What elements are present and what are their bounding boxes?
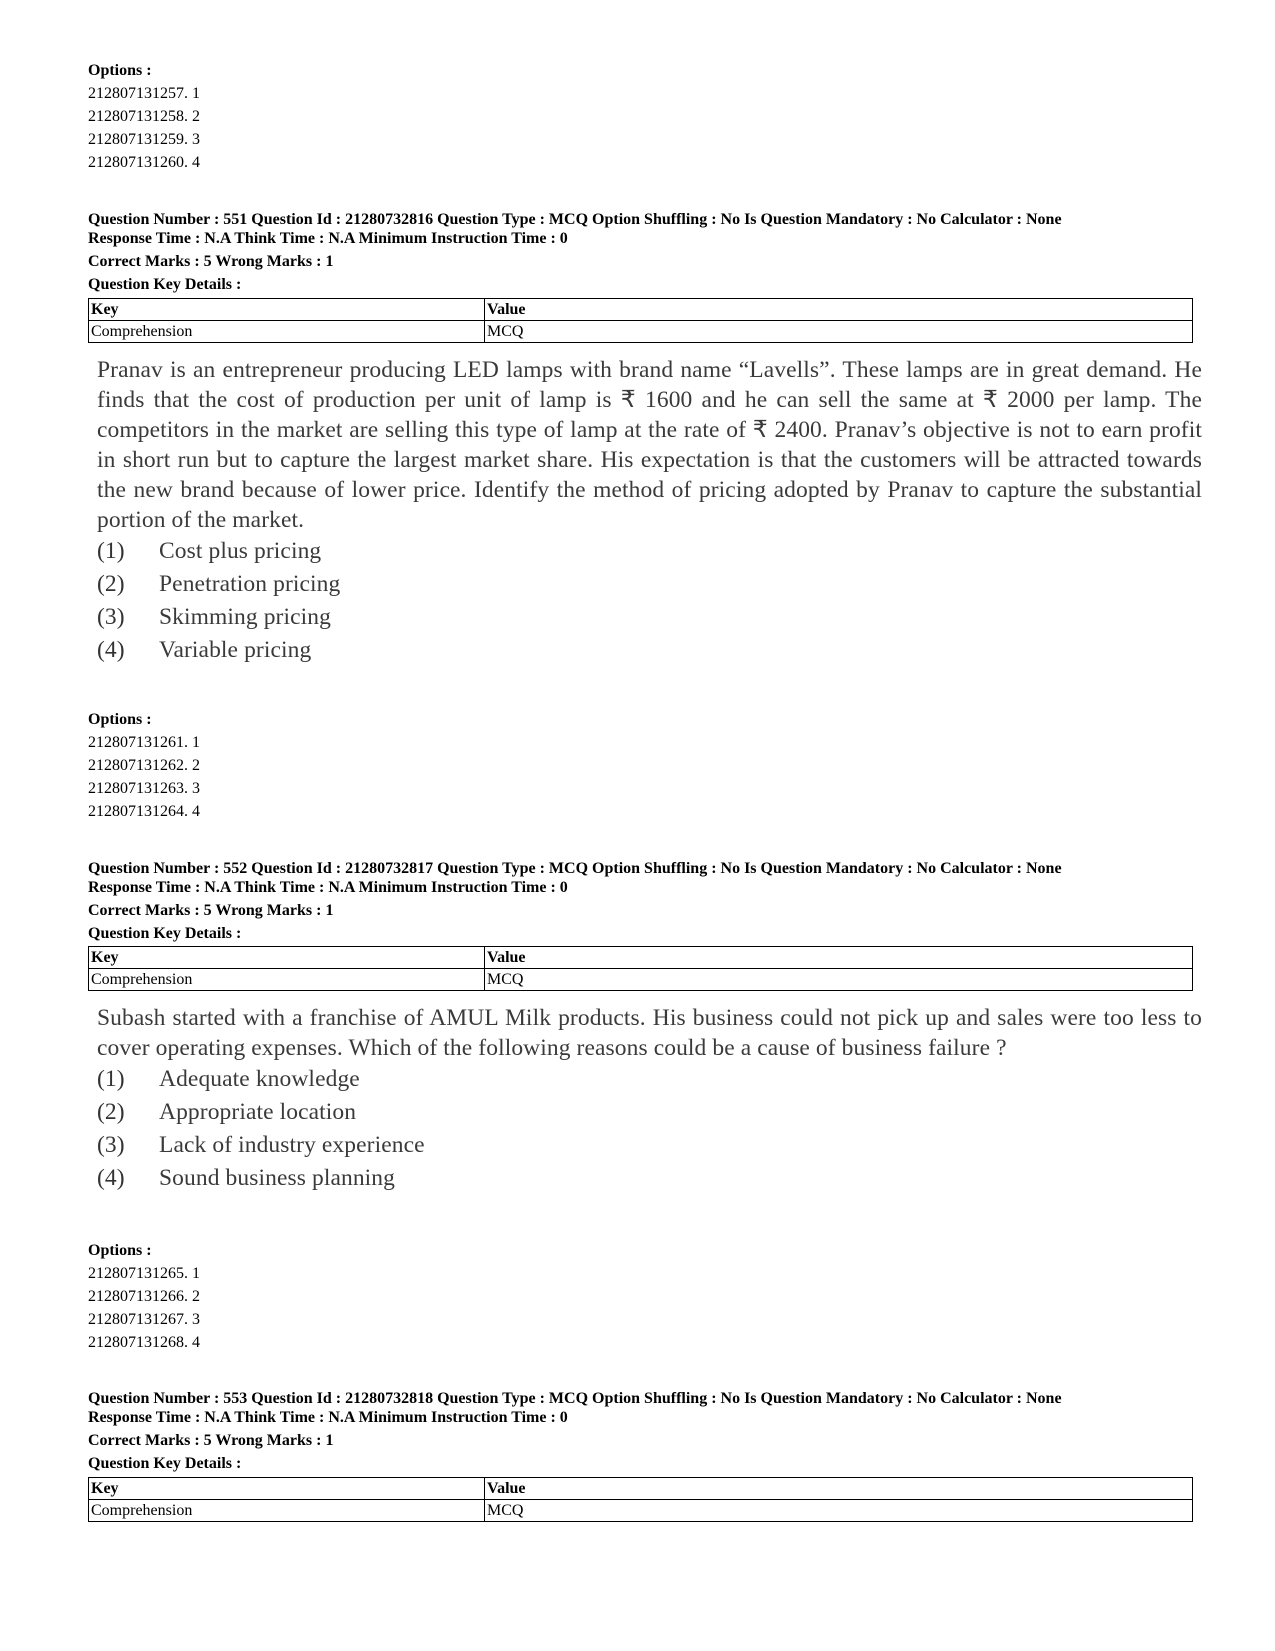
choice-text: Cost plus pricing bbox=[159, 538, 322, 564]
question-key-details-label: Question Key Details : bbox=[88, 276, 242, 293]
question-text: Subash started with a franchise of AMUL Milk products. His business could not pick up and sales were too less to cover operating expenses. Which of the following reasons could be a cause of business failure ? bbox=[97, 1005, 1202, 1061]
options-label: Options : bbox=[88, 62, 152, 79]
table-header-value: Value bbox=[485, 299, 1193, 321]
option-item: 212807131267. 3 bbox=[88, 1311, 200, 1328]
table-header-row bbox=[89, 947, 1193, 969]
choice-number: (1) bbox=[97, 538, 125, 564]
choice-item bbox=[97, 1162, 1202, 1195]
question-marks: Correct Marks : 5 Wrong Marks : 1 bbox=[88, 1432, 334, 1449]
choice-text: Sound business planning bbox=[159, 1165, 396, 1191]
question-timing: Response Time : N.A Think Time : N.A Minimum Instruction Time : 0 bbox=[88, 1409, 568, 1426]
choice-item bbox=[97, 601, 1202, 634]
option-item: 212807131268. 4 bbox=[88, 1334, 200, 1351]
option-item: 212807131260. 4 bbox=[88, 154, 200, 171]
choice-number: (4) bbox=[97, 1165, 125, 1191]
table-cell-value: MCQ bbox=[485, 969, 1193, 991]
table-cell-value: MCQ bbox=[485, 1500, 1193, 1522]
option-item: 212807131261. 1 bbox=[88, 734, 200, 751]
question-body-image bbox=[97, 1003, 1202, 1195]
option-item: 212807131264. 4 bbox=[88, 803, 200, 820]
table-header-value: Value bbox=[485, 947, 1193, 969]
table-row bbox=[89, 1500, 1193, 1522]
question-text: Pranav is an entrepreneur producing LED lamps with brand name “Lavells”. These lamps are in great demand. He finds that the cost of production per unit of lamp is ₹ 1600 and he can sell the same at ₹ 2000 per lamp. The competitors in the market are selling this type of lamp at the rate of ₹ 2400. Pranav’s objective is not to earn profit in short run but to capture the largest market share. His expectation is that the customers will be attracted towards the new brand because of lower price. Identify the method of pricing adopted by Pranav to capture the substantial portion of the market. bbox=[97, 357, 1202, 533]
table-row bbox=[89, 321, 1193, 343]
question-key-table bbox=[88, 1477, 1193, 1522]
choice-number: (3) bbox=[97, 1132, 125, 1158]
choice-text: Adequate knowledge bbox=[159, 1066, 360, 1092]
choice-number: (1) bbox=[97, 1066, 125, 1092]
question-timing: Response Time : N.A Think Time : N.A Minimum Instruction Time : 0 bbox=[88, 230, 568, 247]
question-timing: Response Time : N.A Think Time : N.A Minimum Instruction Time : 0 bbox=[88, 879, 568, 896]
option-item: 212807131262. 2 bbox=[88, 757, 200, 774]
choice-item bbox=[97, 568, 1202, 601]
table-cell-key: Comprehension bbox=[89, 969, 485, 991]
options-label: Options : bbox=[88, 711, 152, 728]
option-item: 212807131263. 3 bbox=[88, 780, 200, 797]
table-header-key: Key bbox=[89, 1478, 485, 1500]
choice-number: (2) bbox=[97, 1099, 125, 1125]
table-cell-value: MCQ bbox=[485, 321, 1193, 343]
table-row bbox=[89, 969, 1193, 991]
question-body-image bbox=[97, 355, 1202, 667]
option-item: 212807131259. 3 bbox=[88, 131, 200, 148]
choice-item bbox=[97, 1096, 1202, 1129]
choice-item bbox=[97, 1063, 1202, 1096]
choice-item bbox=[97, 634, 1202, 667]
option-item: 212807131258. 2 bbox=[88, 108, 200, 125]
choice-text: Penetration pricing bbox=[159, 571, 341, 597]
choice-text: Appropriate location bbox=[159, 1099, 357, 1125]
question-marks: Correct Marks : 5 Wrong Marks : 1 bbox=[88, 902, 334, 919]
table-header-row bbox=[89, 299, 1193, 321]
table-header-value: Value bbox=[485, 1478, 1193, 1500]
choice-item bbox=[97, 535, 1202, 568]
question-header: Question Number : 552 Question Id : 21280732817 Question Type : MCQ Option Shuffling : No Is Question Mandatory : No Calculator : None bbox=[88, 860, 1062, 877]
option-item: 212807131266. 2 bbox=[88, 1288, 200, 1305]
options-label: Options : bbox=[88, 1242, 152, 1259]
choice-text: Lack of industry experience bbox=[159, 1132, 425, 1158]
table-header-key: Key bbox=[89, 947, 485, 969]
table-header-row bbox=[89, 1478, 1193, 1500]
choice-number: (4) bbox=[97, 637, 125, 663]
question-key-table bbox=[88, 298, 1193, 343]
option-item: 212807131265. 1 bbox=[88, 1265, 200, 1282]
table-cell-key: Comprehension bbox=[89, 1500, 485, 1522]
question-marks: Correct Marks : 5 Wrong Marks : 1 bbox=[88, 253, 334, 270]
table-header-key: Key bbox=[89, 299, 485, 321]
choice-number: (3) bbox=[97, 604, 125, 630]
question-key-details-label: Question Key Details : bbox=[88, 925, 242, 942]
choice-number: (2) bbox=[97, 571, 125, 597]
question-key-details-label: Question Key Details : bbox=[88, 1455, 242, 1472]
choice-item bbox=[97, 1129, 1202, 1162]
choice-text: Skimming pricing bbox=[159, 604, 331, 630]
choice-text: Variable pricing bbox=[159, 637, 312, 663]
question-key-table bbox=[88, 946, 1193, 991]
option-item: 212807131257. 1 bbox=[88, 85, 200, 102]
table-cell-key: Comprehension bbox=[89, 321, 485, 343]
question-header: Question Number : 551 Question Id : 21280732816 Question Type : MCQ Option Shuffling : No Is Question Mandatory : No Calculator : None bbox=[88, 211, 1062, 228]
question-header: Question Number : 553 Question Id : 21280732818 Question Type : MCQ Option Shuffling : No Is Question Mandatory : No Calculator : None bbox=[88, 1390, 1062, 1407]
